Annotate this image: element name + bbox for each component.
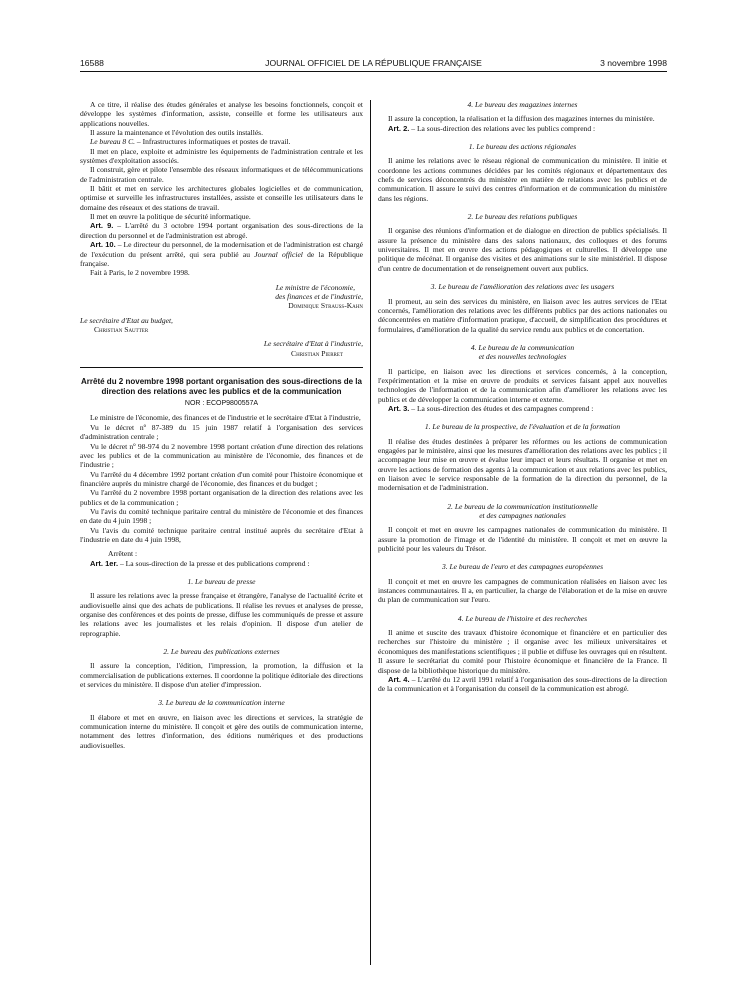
visa: Vu le décret nº 98-974 du 2 novembre 1998 portant création d'une direction des relations avec les publics et de la communication au ministère de l'économie, des finances et de l'industrie ;	[80, 441, 363, 470]
paragraph-text: – Infrastructures informatiques et postes de travail.	[135, 137, 291, 147]
paragraph: Il bâtit et met en service les architectures globales logicielles et de communication, optimise et surveille les infrastructures installées, assiste et conseille les utilisateurs dans le domaine des réseaux et des stations de travail.	[80, 184, 363, 212]
article-9	[80, 221, 363, 240]
arretent: Arrêtent :	[108, 549, 138, 559]
signatory-title: Le secrétaire d'Etat au budget,	[80, 315, 173, 325]
bureau-heading: 2. Le bureau de la communication institutionnelle	[447, 501, 598, 511]
paragraph: Il anime et suscite des travaux d'histoire économique et financière et en particulier des recherches sur l'histoire du ministère ; il organise avec les milieux universitaires et économiques des manifestations scientifiques ; il publie et diffuse les ouvrages qui en résultent. Il assure le secrétariat du comité pour l'histoire économique et financière de la France. Il dispose de la bibliothèque historique du ministère.	[378, 628, 667, 675]
paragraph	[80, 137, 363, 146]
article-label: Art. 9.	[90, 221, 114, 231]
article-label: Art. 2.	[388, 123, 410, 133]
bureau-heading: 1. Le bureau des actions régionales	[468, 142, 577, 152]
journal-ref: Journal officiel	[254, 249, 303, 259]
article-text: – La sous-direction des relations avec les publics comprend :	[409, 123, 596, 133]
paragraph: Il construit, gère et pilote l'ensemble des réseaux informatiques et de télécommunications de l'administration centrale.	[80, 165, 363, 184]
article-2	[378, 124, 667, 133]
visa: Vu l'arrêté du 2 novembre 1998 portant organisation de la direction des relations avec les publics et de la communication ;	[80, 488, 363, 507]
decree-title: Arrêté du 2 novembre 1998 portant organisation des sous-directions de la direction des relations avec les publics et de la communication	[81, 376, 362, 396]
paragraph: A ce titre, il réalise des études générales et analyse les besoins fonctionnels, conçoit et développe les systèmes d'information, assiste, conseille et forme les utilisateurs aux applications nouvelles.	[80, 100, 363, 128]
article-label: Art. 3.	[388, 403, 410, 413]
bureau-heading: 2. Le bureau des relations publiques	[467, 212, 578, 222]
paragraph: Il promeut, au sein des services du ministère, en liaison avec les autres services de l'Etat concernés, l'amélioration des relations avec les différents publics par des actions nationales ou déconcentrées en matière d'information pratique, d'accueil, de simplification des procédures et formulaires, d'amélioration de la qualité du service rendu aux publics et de concertation.	[378, 296, 667, 334]
signing-place-date: Fait à Paris, le 2 novembre 1998.	[90, 268, 190, 278]
bureau-heading: 1. Le bureau de presse	[187, 576, 256, 586]
paragraph: Il assure la maintenance et l'évolution des outils installés.	[90, 128, 264, 138]
article-1	[80, 559, 363, 568]
article-text: – La sous-direction de la presse et des publications comprend :	[118, 558, 310, 568]
right-column	[378, 100, 667, 694]
paragraph: Il assure la conception, l'édition, l'impression, la promotion, la diffusion et la commercialisation de publications externes. Il coordonne la politique éditoriale des directions et services du ministère. Il dispose d'un atelier d'impression.	[80, 661, 363, 690]
signatory-name: Dominique Strauss-Kahn	[288, 301, 363, 311]
signatory-title: Le ministre de l'économie,	[275, 282, 355, 292]
article-label: Art. 1er.	[90, 558, 119, 568]
article-10	[80, 240, 363, 268]
visa: Le ministre de l'économie, des finances et de l'industrie et le secrétaire d'Etat à l'industrie,	[90, 413, 361, 423]
article-text: – L'arrêté du 12 avril 1991 relatif à l'organisation des sous-directions de la direction de la communication et à l'organisation du conseil de la communication est abrogé.	[378, 674, 667, 694]
visa: Vu l'avis du comité technique paritaire central du ministère de l'économie et des finances en date du 4 juin 1998 ;	[80, 506, 363, 526]
paragraph: Il participe, en liaison avec les directions et services concernés, à la conception, l'expérimentation et la mise en œuvre de produits et services faisant appel aux nouvelles technologies de l'information et de la communication afin d'améliorer les relations avec les publics et de développer la communication interne et externe.	[378, 366, 667, 404]
bureau-heading: 3. Le bureau de l'amélioration des relations avec les usagers	[430, 282, 615, 292]
paragraph: Il élabore et met en œuvre, en liaison avec les directions et services, la stratégie de communication interne du ministère. Il conçoit et gère des outils de communication interne, notamment des lettres d'information, des éditions numériques et des productions audiovisuelles.	[80, 712, 363, 750]
bureau-heading: 3. Le bureau de l'euro et des campagnes européennes	[441, 562, 604, 572]
paragraph: Il conçoit et met en œuvre les campagnes de communication réalisées en liaison avec les instances communautaires. Il a, en particulier, la charge de l'élaboration et de la mise en œuvre du plan de communication sur l'euro.	[378, 576, 667, 605]
nor-reference: NOR : ECOP9800557A	[184, 400, 259, 408]
page-header	[80, 58, 667, 72]
page-number: 16588	[80, 58, 104, 68]
visa: Vu l'avis du comité technique paritaire central institué auprès du secrétaire d'Etat à l'industrie en date du 4 juin 1998,	[80, 525, 363, 544]
header-rule	[80, 71, 667, 72]
article-label: Art. 10.	[90, 240, 116, 250]
bureau-heading-line2: et des nouvelles technologies	[478, 352, 567, 362]
paragraph: Il assure la conception, la réalisation et la diffusion des magazines internes du ministère.	[388, 114, 655, 124]
article-4	[378, 675, 667, 694]
article-text: de la République française.	[80, 249, 363, 268]
visa: Vu le décret nº 87-389 du 15 juin 1987 relatif à l'organisation des services d'administration centrale ;	[80, 422, 363, 442]
paragraph: Il assure les relations avec la presse française et étrangère, l'analyse de l'actualité écrite et audiovisuelle ainsi que des achats de publications. Il réalise les revues et analyses de presse, organise des conférences et des points de presse, diffuse les communiqués de presse et assure les relations avec les journalistes et les relais d'opinion. Il dispose d'un atelier de reprographie.	[80, 591, 363, 638]
bureau-name: Le bureau 8 C.	[90, 137, 136, 147]
signatory-name: Christian Pierret	[291, 348, 343, 358]
article-3	[378, 404, 667, 413]
bureau-heading: 3. Le bureau de la communication interne	[158, 698, 285, 708]
issue-date: 3 novembre 1998	[600, 58, 667, 68]
signatory-name: Christian Sautter	[94, 324, 149, 334]
bureau-heading: 4. Le bureau des magazines internes	[467, 100, 578, 109]
bureau-heading: 2. Le bureau des publications externes	[163, 647, 280, 657]
bureau-heading: 4. Le bureau de l'histoire et des recherches	[457, 613, 588, 623]
paragraph: Il organise des réunions d'information et de dialogue en direction de publics spécialisés. Il assure la présence du ministère dans des salons nationaux, des colloques et des forums universitaires. Il met en œuvre des actions pédagogiques et culturelles. Il développe une politique de mécénat. Il organise des visites et des animations sur le site ministériel. Il dispose d'un centre de documentation et de renseignement ouvert aux publics.	[378, 226, 667, 273]
bureau-heading: 4. Le bureau de la communication	[470, 342, 575, 352]
paragraph: Il réalise des études destinées à préparer les réformes ou les actions de communication engagées par le ministère, ainsi que les mesures d'amélioration des relations avec les publics ; il accompagne leur mise en œuvre et évalue leur impact et leurs résultats. Il organise et met en œuvre les actions de formation des agents à la communication et aux relations avec les publics, en liaison avec le service responsable de la formation de la direction du personnel, de la modernisation et de l'administration.	[378, 436, 667, 493]
column-divider	[370, 100, 371, 965]
article-text: – L'arrêté du 3 octobre 1994 portant organisation des sous-directions de la direction du personnel et de l'administration est abrogé.	[80, 221, 363, 240]
paragraph: Il conçoit et met en œuvre les campagnes nationales de communication du ministère. Il assure la promotion de l'image et de l'identité du ministère. Il conçoit et met en œuvre la publicité pour les valeurs du Trésor.	[378, 525, 667, 554]
paragraph: Il met en place, exploite et administre les équipements de l'administration centrale et les systèmes d'exploitation associés.	[80, 146, 363, 166]
signatory-title: Le secrétaire d'Etat à l'industrie,	[263, 339, 363, 349]
bureau-heading-line2: et des campagnes nationales	[479, 511, 566, 521]
visa: Vu l'arrêté du 4 décembre 1992 portant création d'un comité pour l'histoire économique et financière auprès du ministre chargé de l'économie, des finances et du budget ;	[80, 469, 363, 488]
article-text: – Le directeur du personnel, de la modernisation et de l'administration est chargé de l'exécution du présent arrêté, qui sera publié au	[80, 240, 363, 259]
article-text: – La sous-direction des études et des campagnes comprend :	[409, 403, 594, 413]
signatory-title: des finances et de l'industrie,	[275, 291, 363, 301]
article-label: Art. 4.	[388, 674, 410, 684]
paragraph: Il met en œuvre la politique de sécurité informatique.	[90, 212, 251, 222]
left-column	[80, 100, 363, 750]
paragraph: Il anime les relations avec le réseau régional de communication du ministère. Il initie et coordonne les actions communes décidées par les comités régionaux et départementaux des chefs de services déconcentrés du ministère en matière de relations avec les publics et de communication. Il assure le suivi des centres d'information et de communication du ministère dans les régions.	[378, 156, 667, 203]
journal-title: JOURNAL OFFICIEL DE LA RÉPUBLIQUE FRANÇAISE	[265, 58, 482, 68]
bureau-heading: 1. Le bureau de la prospective, de l'évaluation et de la formation	[424, 422, 621, 432]
